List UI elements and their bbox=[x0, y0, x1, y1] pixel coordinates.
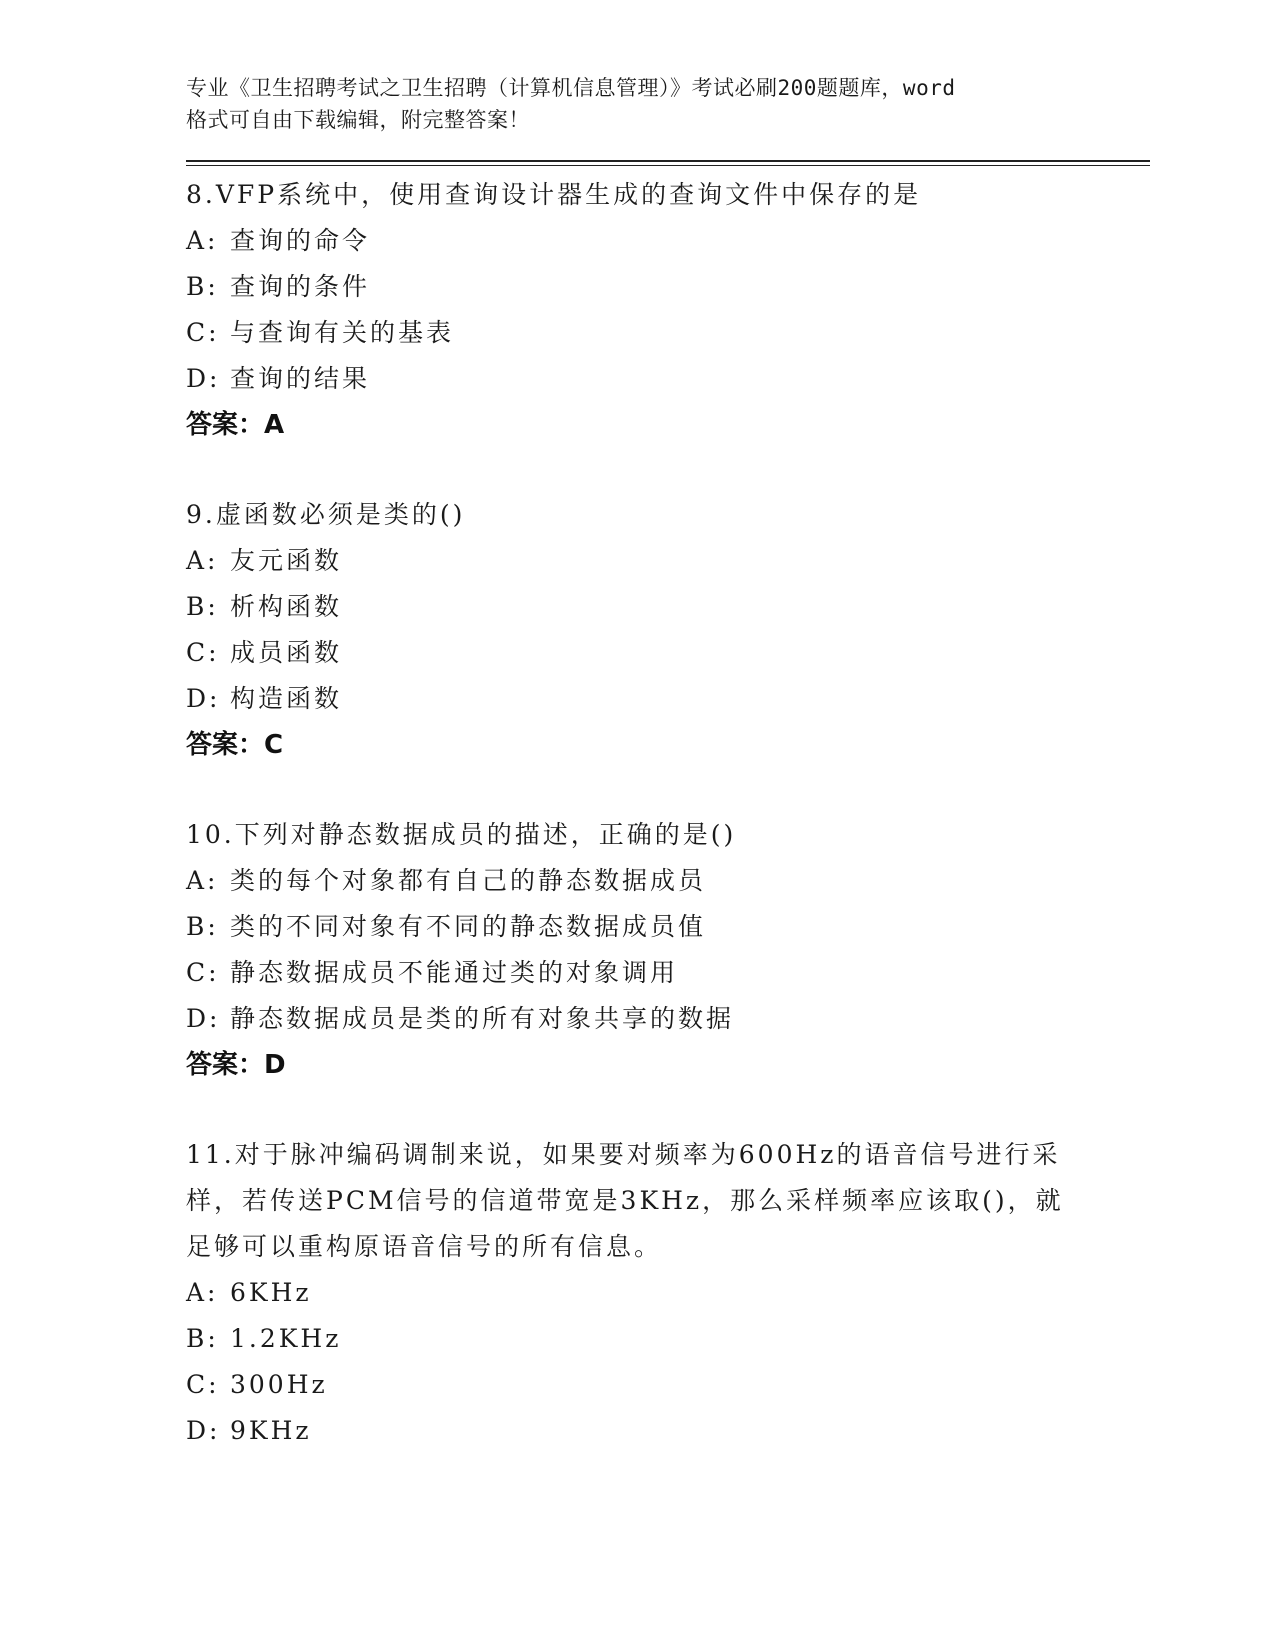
option-a bbox=[186, 538, 1150, 584]
header-line-2: 格式可自由下载编辑，附完整答案！ bbox=[186, 108, 530, 132]
question-text: 10.下列对静态数据成员的描述，正确的是() bbox=[186, 820, 737, 849]
option-letter: A: bbox=[186, 1278, 219, 1307]
question-10 bbox=[186, 812, 1150, 1088]
option-text: 静态数据成员是类的所有对象共享的数据 bbox=[230, 1004, 735, 1033]
option-a bbox=[186, 858, 1150, 904]
option-text: 查询的结果 bbox=[230, 364, 371, 393]
question-list bbox=[186, 172, 1150, 1454]
option-d bbox=[186, 996, 1150, 1042]
option-letter: A: bbox=[186, 226, 219, 255]
option-letter: D: bbox=[186, 364, 221, 393]
question-text: 8.VFP系统中，使用查询设计器生成的查询文件中保存的是 bbox=[186, 180, 922, 209]
header-line-1: 专业《卫生招聘考试之卫生招聘（计算机信息管理）》考试必刷200题题库，word bbox=[186, 76, 956, 100]
option-text: 类的每个对象都有自己的静态数据成员 bbox=[230, 866, 707, 895]
question-9 bbox=[186, 492, 1150, 768]
option-text: 300Hz bbox=[230, 1370, 328, 1399]
option-letter: D: bbox=[186, 684, 221, 713]
answer-label: 答案：A bbox=[186, 410, 285, 440]
option-d bbox=[186, 676, 1150, 722]
option-text: 静态数据成员不能通过类的对象调用 bbox=[230, 958, 679, 987]
option-text: 类的不同对象有不同的静态数据成员值 bbox=[230, 912, 707, 941]
option-text: 6KHz bbox=[230, 1278, 312, 1307]
question-text: 9.虚函数必须是类的() bbox=[186, 500, 466, 529]
option-b bbox=[186, 264, 1150, 310]
option-c bbox=[186, 1362, 1150, 1408]
header-divider bbox=[186, 160, 1150, 166]
document-page bbox=[186, 72, 1150, 1498]
option-letter: A: bbox=[186, 546, 219, 575]
option-letter: B: bbox=[186, 592, 219, 621]
option-b bbox=[186, 1316, 1150, 1362]
question-text: 11.对于脉冲编码调制来说，如果要对频率为600Hz的语音信号进行采样，若传送PCM信号的信道带宽是3KHz，那么采样频率应该取()，就足够可以重构原语音信号的所有信息。 bbox=[186, 1140, 1064, 1261]
option-letter: C: bbox=[186, 1370, 220, 1399]
option-c bbox=[186, 630, 1150, 676]
option-text: 与查询有关的基表 bbox=[230, 318, 455, 347]
option-c bbox=[186, 310, 1150, 356]
option-text: 友元函数 bbox=[230, 546, 343, 575]
option-letter: C: bbox=[186, 318, 220, 347]
question-8 bbox=[186, 172, 1150, 448]
option-letter: A: bbox=[186, 866, 219, 895]
option-letter: D: bbox=[186, 1004, 221, 1033]
option-text: 查询的条件 bbox=[230, 272, 371, 301]
option-c bbox=[186, 950, 1150, 996]
answer-label: 答案：C bbox=[186, 730, 284, 760]
option-b bbox=[186, 584, 1150, 630]
option-text: 析构函数 bbox=[230, 592, 343, 621]
option-text: 查询的命令 bbox=[230, 226, 371, 255]
option-d bbox=[186, 356, 1150, 402]
option-text: 9KHz bbox=[230, 1416, 312, 1445]
option-text: 构造函数 bbox=[230, 684, 343, 713]
option-letter: C: bbox=[186, 958, 220, 987]
option-letter: B: bbox=[186, 912, 219, 941]
option-letter: C: bbox=[186, 638, 220, 667]
option-letter: B: bbox=[186, 1324, 219, 1353]
option-b bbox=[186, 904, 1150, 950]
option-d bbox=[186, 1408, 1150, 1454]
answer-label: 答案：D bbox=[186, 1050, 286, 1080]
option-a bbox=[186, 218, 1150, 264]
option-letter: B: bbox=[186, 272, 219, 301]
option-text: 1.2KHz bbox=[230, 1324, 342, 1353]
option-a bbox=[186, 1270, 1150, 1316]
question-11 bbox=[186, 1132, 1150, 1454]
document-header bbox=[186, 72, 1086, 136]
option-text: 成员函数 bbox=[230, 638, 343, 667]
option-letter: D: bbox=[186, 1416, 221, 1445]
